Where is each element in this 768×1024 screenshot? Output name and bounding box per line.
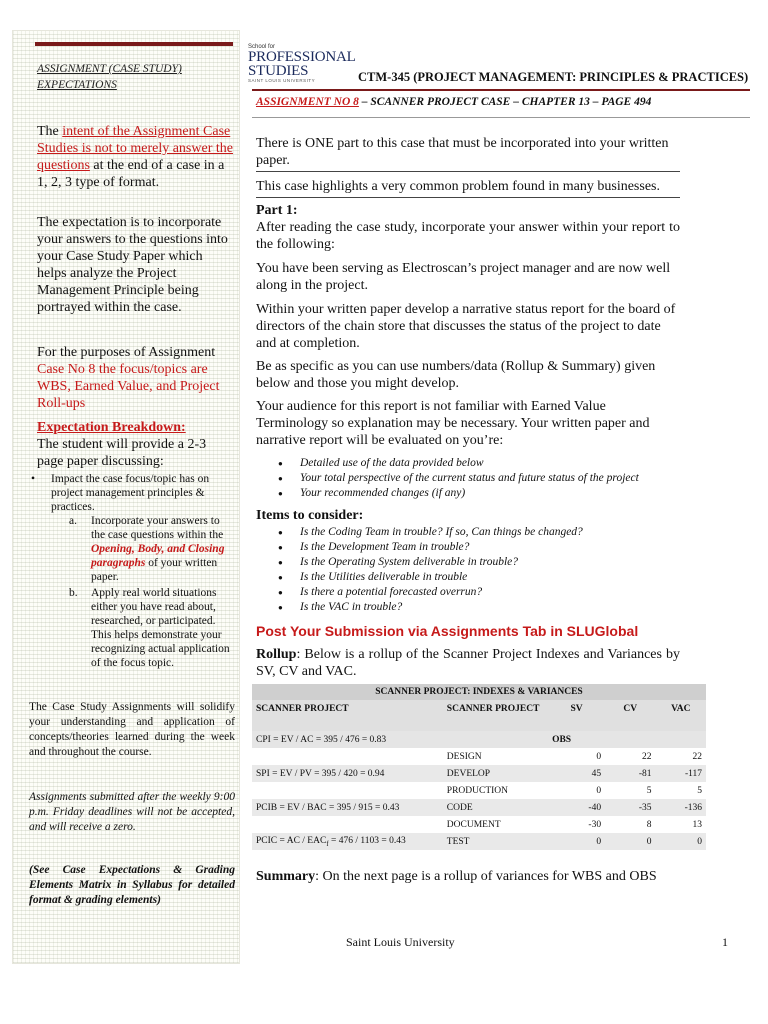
row-sv: -30 (588, 819, 602, 830)
header-vac: VAC (656, 700, 706, 731)
pcib-formula: PCIB = EV / BAC = 395 / 915 = 0.43 (252, 799, 443, 816)
table-row (252, 833, 706, 850)
pcic-formula: PCIC = AC / $EAC_f = 476 / 1103 = 0.43$ (252, 833, 443, 850)
evaluation-item: ● Detailed use of the data provided below (278, 456, 698, 471)
course-title: CTM-345 (PROJECT MANAGEMENT: PRINCIPLES & PRACTICES) (358, 70, 749, 84)
table-row (252, 765, 706, 782)
row-vac: -136 (656, 799, 706, 816)
expectation-paragraph: The expectation is to incorporate your answers to the questions into your Case Study Paper which helps analyze the Project Management Principle being portrayed within the case. (37, 215, 228, 315)
deadline-paragraph: Assignments submitted after the weekly 9:00 p.m. Friday deadlines will not be accepted, and will receive a zero. (29, 791, 235, 833)
assignment-title (256, 96, 651, 108)
intent-highlight: intent of the Assignment Case Studies is not to merely answer the questions (37, 124, 233, 173)
obs-label: OBS (548, 731, 655, 748)
table-row (252, 799, 706, 816)
evaluation-item: ● Your total perspective of the current status and future status of the project (278, 471, 698, 486)
breakdown-label: Expectation Breakdown: (37, 420, 186, 435)
purposes-paragraph (37, 344, 233, 412)
consider-item: ● Is the Utilities deliverable in trouble (278, 570, 698, 585)
row-vac: 5 (697, 785, 702, 796)
syllabus-note: (See Case Expectations & Grading Elements Matrix in Syllabus for detailed format & grading elements) (29, 864, 235, 906)
highlight-rule (256, 197, 680, 198)
row-name: DEVELOP (443, 765, 548, 782)
header-col-left: SCANNER PROJECT (252, 700, 443, 731)
logo-professional: PROFESSIONAL (248, 49, 356, 65)
indexes-variances-table (252, 684, 706, 850)
after-paragraph: After reading the case study, incorporate your answer within your report to the following: (256, 220, 680, 252)
row-cv: 8 (646, 819, 652, 830)
school-logo (248, 44, 358, 90)
row-vac: -117 (656, 765, 706, 782)
sub-bullet-a-marker: a. (69, 515, 77, 527)
table-title: SCANNER PROJECT: INDEXES & VARIANCES (252, 684, 706, 700)
intro-rule (256, 171, 680, 172)
purposes-text: For the purposes of Assignment (37, 345, 216, 360)
consider-item: ● Is the Coding Team in trouble? If so, Can things be changed? (278, 525, 698, 540)
row-cv: 22 (642, 751, 652, 762)
logo-studies: STUDIES (248, 63, 309, 79)
summary-paragraph (256, 868, 680, 885)
summary-text: : On the next page is a rollup of variances for WBS and OBS (315, 869, 657, 884)
row-cv: 0 (605, 833, 655, 850)
row-sv: 45 (548, 765, 605, 782)
evaluation-list (278, 456, 698, 501)
logo-university: SAINT LOUIS UNIVERSITY (248, 78, 316, 83)
sub-bullet-a-tail: of your written paper. (91, 557, 218, 583)
table-row (252, 731, 706, 748)
serving-paragraph: You have been serving as Electroscan’s project manager and are now well along in the project. (256, 261, 671, 293)
table-row (252, 782, 706, 799)
sub-bullet-b-marker: b. (69, 587, 78, 599)
cpi-formula: CPI = EV / AC = 395 / 476 = 0.83 (252, 731, 443, 748)
submission-instruction: Post Your Submission via Assignments Tab in SLUGlobal (256, 623, 639, 639)
row-cv: -81 (605, 765, 655, 782)
part1-heading: Part 1: (256, 203, 298, 218)
rollup-paragraph (256, 646, 680, 680)
sidebar-heading: ASSIGNMENT (CASE STUDY) EXPECTATIONS (37, 63, 182, 91)
consider-item: ● Is the VAC in trouble? (278, 600, 698, 615)
breakdown-paragraph (37, 419, 233, 470)
intent-paragraph (37, 123, 233, 191)
row-sv: 0 (548, 833, 605, 850)
specific-paragraph: Be as specific as you can use numbers/data (Rollup & Summary) given below and those you might develop. (256, 359, 656, 391)
page-number: 1 (722, 935, 728, 949)
intro-paragraph: There is ONE part to this case that must be incorporated into your written paper. (256, 136, 669, 168)
footer-university: Saint Louis University (346, 935, 455, 949)
row-sv: 0 (596, 785, 602, 796)
header-sv: SV (548, 700, 605, 731)
row-cv: -35 (605, 799, 655, 816)
solidify-paragraph: The Case Study Assignments will solidify your understanding and application of concepts/theories learned during the week and throughout the course. (29, 701, 235, 758)
consider-item: ● Is the Operating System deliverable in trouble? (278, 555, 698, 570)
highlight-paragraph: This case highlights a very common problem found in many businesses. (256, 179, 660, 194)
header-col-project: SCANNER PROJECT (443, 700, 548, 731)
rollup-text: : Below is a rollup of the Scanner Project Indexes and Variances by SV, CV and VAC. (256, 647, 680, 679)
sub-bullet-a-text: Incorporate your answers to the case questions within the (91, 515, 224, 541)
sidebar-top-rule (35, 42, 233, 46)
sub-bullet-b: Apply real world situations either you have read about, researched, or participated. This helps demonstrate your recognizing actual application of the focus topic. (91, 587, 230, 669)
table-row (252, 816, 706, 833)
header-cv: CV (605, 700, 655, 731)
consider-item: ● Is there a potential forecasted overrun? (278, 585, 698, 600)
purposes-topics: Case No 8 the focus/topics are WBS, Earned Value, and Project Roll-ups (37, 362, 220, 411)
items-list (278, 525, 698, 615)
row-vac: 0 (656, 833, 706, 850)
row-sv: -40 (548, 799, 605, 816)
logo-school-for: School for (248, 44, 276, 50)
intent-text-b: at the end of a case in a 1, 2, 3 type of format. (37, 158, 225, 190)
audience-paragraph: Your audience for this report is not familiar with Earned Value Terminology so explanation may be necessary. Your written paper and narrative report will be evaluated on you’re: (256, 399, 650, 448)
items-heading: Items to consider: (256, 508, 364, 523)
header-rule (252, 89, 750, 91)
table-header-row (252, 700, 706, 731)
row-vac: 22 (692, 751, 702, 762)
assignment-rest: – SCANNER PROJECT CASE – CHAPTER 13 – PAGE 494 (358, 96, 652, 108)
within-paragraph: Within your written paper develop a narrative status report for the board of directors of the chain store that discusses the status of the project to date and at completion. (256, 302, 676, 351)
rollup-label: Rollup (256, 647, 297, 662)
row-vac: 13 (692, 819, 702, 830)
row-cv: 5 (646, 785, 652, 796)
sub-bullet-a (91, 514, 231, 584)
assignment-rule (252, 117, 750, 118)
intent-text-a: The (37, 124, 63, 139)
assignment-number: ASSIGNMENT NO 8 (256, 96, 359, 108)
row-name: DESIGN (446, 751, 482, 762)
sub-bullet-a-highlight: Opening, Body, and Closing paragraphs (91, 543, 225, 569)
expectations-sidebar (12, 30, 240, 964)
spi-formula: SPI = EV / PV = 395 / 420 = 0.94 (252, 765, 443, 782)
row-name: PRODUCTION (446, 785, 509, 796)
row-sv: 0 (596, 751, 602, 762)
row-name: CODE (443, 799, 548, 816)
row-name: DOCUMENT (446, 819, 501, 830)
impact-bullet: Impact the case focus/topic has on project management principles & practices. (51, 473, 210, 513)
consider-item: ● Is the Development Team in trouble? (278, 540, 698, 555)
row-name: TEST (443, 833, 548, 850)
table-row (252, 748, 706, 765)
evaluation-item: ● Your recommended changes (if any) (278, 486, 698, 501)
breakdown-text: The student will provide a 2-3 page paper discussing: (37, 437, 207, 469)
summary-label: Summary (256, 869, 316, 884)
bullet-dot: • (31, 473, 36, 485)
